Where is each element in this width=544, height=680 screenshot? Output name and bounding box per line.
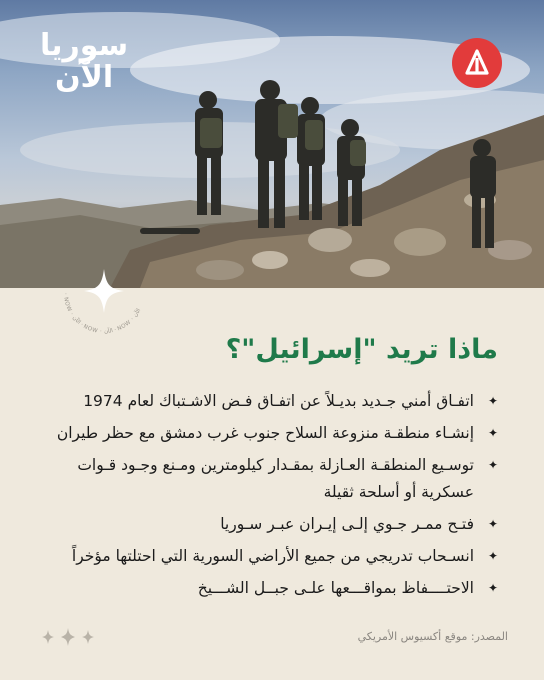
brand-badge: [452, 38, 502, 88]
list-item: [38, 420, 498, 447]
star-bullet-icon: ✦: [487, 581, 498, 595]
list-item: [38, 388, 498, 415]
list-item-text: انسـحاب تدريجي من جميع الأراضي السورية التي احتلتها مؤخراً: [71, 547, 474, 565]
list-item: [38, 452, 498, 506]
list-item: [38, 575, 498, 602]
list-item-text: توسـيع المنطقـة العـازلة بمقـدار كيلومترين ومـنع وجـود قـوات عسكرية أو أسلحة ثقيلة: [77, 456, 474, 501]
hero-photo: [0, 0, 544, 288]
three-sparkles-icon: [40, 626, 96, 648]
logo-line-1: سوريا: [40, 28, 129, 63]
brand-logo: [40, 30, 128, 93]
star-bullet-icon: ✦: [487, 426, 498, 440]
sail-triangle-icon: [452, 38, 502, 88]
list-item-text: الاحتــــفاظ بمواقـــعها علـى جبــل الشـــيخ: [197, 579, 474, 597]
logo-line-2: الآن: [54, 59, 114, 95]
list-item-text: إنشـاء منطقـة منزوعة السلاح جنوب غرب دمشق مع حظر طيران: [56, 424, 474, 442]
points-list: [38, 388, 498, 607]
list-item: [38, 543, 498, 570]
star-bullet-icon: ✦: [487, 549, 498, 563]
source-credit: المصدر: موقع أكسيوس الأمريكي: [357, 630, 508, 643]
now-stamp: [52, 253, 156, 343]
star-bullet-icon: ✦: [487, 517, 498, 531]
four-point-sparkle-icon: [52, 253, 156, 343]
article-title: ماذا تريد "إسرائيل"؟: [225, 334, 498, 365]
star-bullet-icon: ✦: [487, 394, 498, 408]
list-item-text: فتـح ممـر جـوي إلـى إيـران عبـر سـوريا: [220, 515, 474, 533]
list-item: [38, 511, 498, 538]
stamp-ring-text: · NOW · الآن · NOW · الآن · NOW · الآن: [61, 292, 143, 336]
star-bullet-icon: ✦: [487, 458, 498, 472]
list-item-text: اتفـاق أمني جـديد بديـلاً عن اتفـاق فـض الاشـتباك لعام 1974: [83, 392, 474, 410]
